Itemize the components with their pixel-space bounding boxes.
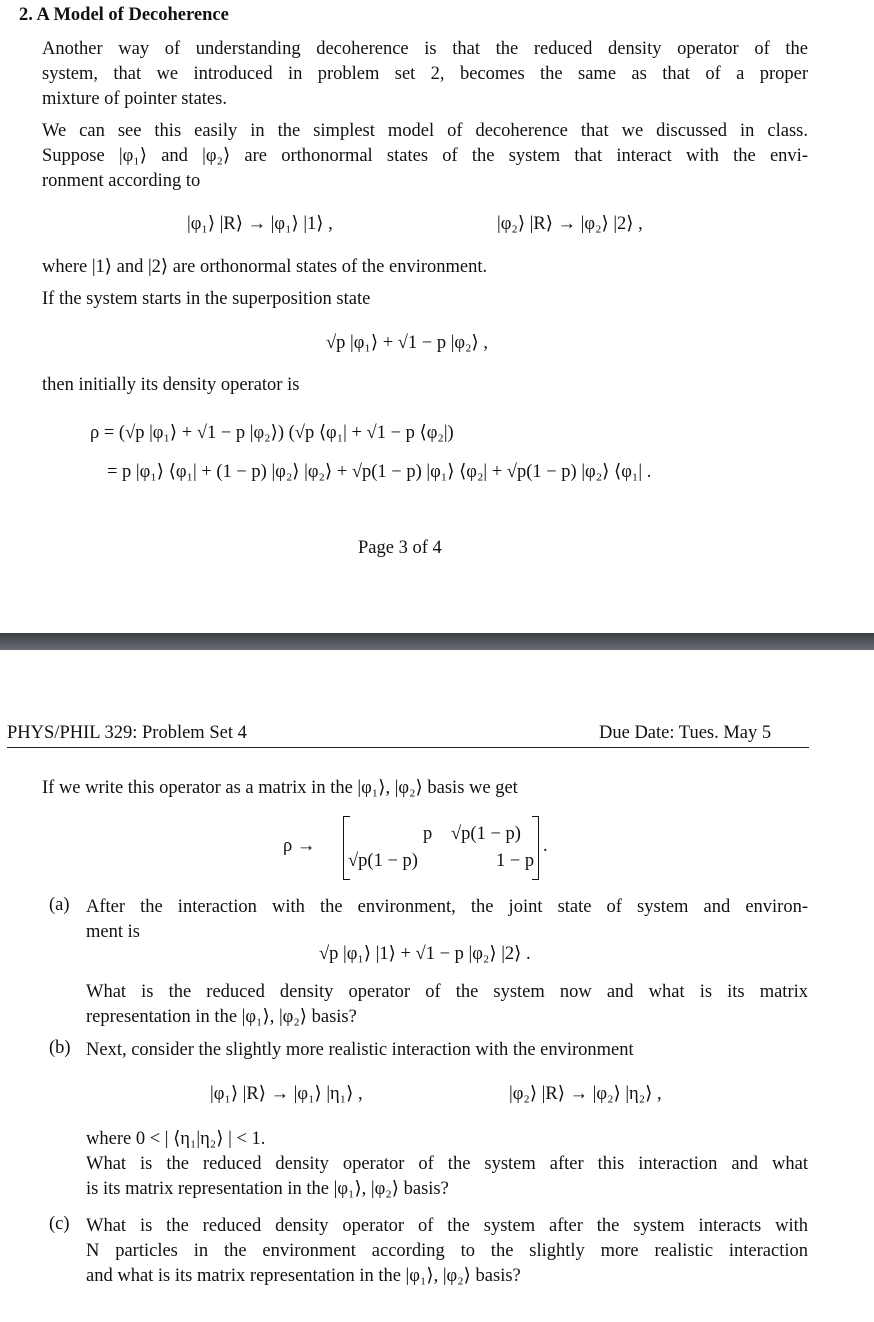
matrix-cell-11: p [423, 824, 433, 844]
section-title: 2. A Model of Decoherence [19, 5, 229, 25]
text-line: Another way of understanding decoherence is that the reduced density operator of the [42, 39, 808, 59]
item-label-b: (b) [49, 1038, 71, 1058]
text-line: N particles in the environment according to the slightly more realistic interaction [86, 1241, 808, 1261]
paragraph-density: then initially its density operator is [42, 375, 300, 395]
text-line: where 0 < | ⟨η₁|η₂⟩ | < 1. [86, 1129, 266, 1149]
text-line: What is the reduced density operator of the system after the system interacts with [86, 1216, 808, 1236]
equation-superposition: √p |φ₁⟩ + √1 − p |φ₂⟩ , [326, 333, 489, 353]
equation-realistic-1: |φ₁⟩ |R⟩ → |φ₁⟩ |η₁⟩ , [210, 1084, 363, 1104]
matrix-lhs: ρ → [283, 836, 316, 856]
paragraph-environment: where |1⟩ and |2⟩ are orthonormal states of the environment. [42, 257, 488, 277]
matrix-cell-22: 1 − p [496, 851, 535, 871]
equation-density-line-2: = p |φ₁⟩ ⟨φ₁| + (1 − p) |φ₂⟩ |φ₂⟩ + √p(1 − p) |φ₁⟩ ⟨φ₂| + √p(1 − p) |φ₂⟩ ⟨φ₁| . [107, 462, 652, 482]
equation-interaction-1: |φ₁⟩ |R⟩ → |φ₁⟩ |1⟩ , [187, 214, 333, 234]
header-rule [7, 747, 809, 748]
equation-interaction-2: |φ₂⟩ |R⟩ → |φ₂⟩ |2⟩ , [497, 214, 643, 234]
text-line: is its matrix representation in the |φ₁⟩, |φ₂⟩ basis? [86, 1179, 449, 1199]
bracket-right [532, 816, 539, 880]
text-line: ronment according to [42, 171, 201, 191]
text-line: and what is its matrix representation in the |φ₁⟩, |φ₂⟩ basis? [86, 1266, 521, 1286]
item-a-text [86, 895, 808, 945]
item-a-question [86, 980, 808, 1030]
matrix-cell-21: √p(1 − p) [348, 851, 418, 871]
paragraph-matrix-intro: If we write this operator as a matrix in the |φ₁⟩, |φ₂⟩ basis we get [42, 778, 518, 798]
page-number: Page 3 of 4 [358, 538, 442, 558]
item-b-question [86, 1127, 808, 1202]
equation-realistic-2: |φ₂⟩ |R⟩ → |φ₂⟩ |η₂⟩ , [509, 1084, 662, 1104]
equation-density-line-1: ρ = (√p |φ₁⟩ + √1 − p |φ₂⟩) (√p ⟨φ₁| + √1 − p ⟨φ₂|) [90, 423, 454, 443]
item-label-a: (a) [49, 895, 70, 915]
header-due-date: Due Date: Tues. May 5 [599, 723, 772, 743]
paragraph-superposition: If the system starts in the superposition state [42, 289, 371, 309]
equation-joint-state: √p |φ₁⟩ |1⟩ + √1 − p |φ₂⟩ |2⟩ . [319, 944, 531, 964]
text-line: mixture of pointer states. [42, 89, 227, 109]
item-c-text [86, 1214, 808, 1289]
header-course: PHYS/PHIL 329: Problem Set 4 [7, 723, 247, 743]
matrix-trailing-period: . [543, 836, 548, 856]
text-line: system, that we introduced in problem set 2, becomes the same as that of a proper [42, 64, 808, 84]
item-label-c: (c) [49, 1214, 70, 1234]
density-matrix [343, 816, 539, 878]
text-line: What is the reduced density operator of the system now and what is its matrix [86, 982, 808, 1002]
paragraph-model [42, 119, 808, 194]
text-line: ment is [86, 922, 140, 942]
item-b-text: Next, consider the slightly more realistic interaction with the environment [86, 1040, 634, 1060]
page-divider [0, 633, 874, 650]
text-line: Suppose |φ₁⟩ and |φ₂⟩ are orthonormal states of the system that interact with the envi- [42, 146, 808, 166]
text-line: We can see this easily in the simplest model of decoherence that we discussed in class. [42, 121, 808, 141]
matrix-cell-12: √p(1 − p) [451, 824, 521, 844]
text-line: representation in the |φ₁⟩, |φ₂⟩ basis? [86, 1007, 357, 1027]
paragraph-intro [42, 37, 808, 112]
text-line: After the interaction with the environment, the joint state of system and environ- [86, 897, 808, 917]
text-line: What is the reduced density operator of the system after this interaction and what [86, 1154, 808, 1174]
